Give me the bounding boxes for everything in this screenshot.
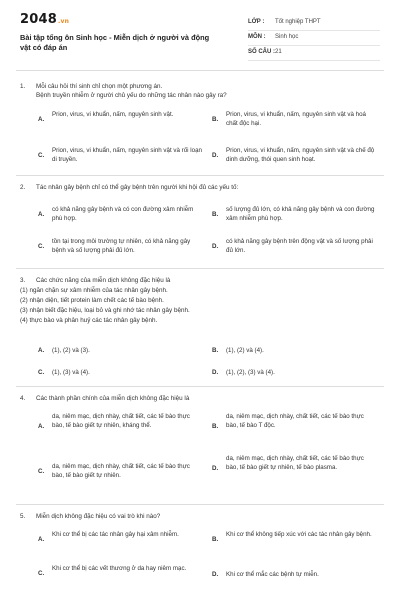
option-text: Khi cơ thể không tiếp xúc với các tác nhân gây bệnh. xyxy=(226,531,372,538)
meta-class-value: Tốt nghiệp THPT xyxy=(275,19,321,25)
logo-suffix: .vn xyxy=(57,18,70,25)
option-text: số lượng đủ lớn, có khả năng gây bệnh và con đường xâm nhiễm phù hợp. xyxy=(226,206,375,222)
option-text: Prion, virus, vi khuẩn, nấm, nguyên sinh vật và hoá chất độc hại. xyxy=(226,111,366,127)
site-logo[interactable] xyxy=(20,12,69,27)
divider xyxy=(16,268,384,269)
question-text xyxy=(20,276,376,325)
option-text: Khi cơ thể mắc các bệnh tự miễn. xyxy=(226,571,319,578)
statement-4: (4) thực bào và phân huỷ các tác nhân gây bệnh. xyxy=(20,317,158,324)
option-letter: C. xyxy=(38,152,45,159)
option-text: Prion, virus, vi khuẩn, nấm, nguyên sinh vật và chế độ dinh dưỡng, thói quen sinh hoạt. xyxy=(226,147,375,163)
meta-subject-value: Sinh học xyxy=(275,34,299,40)
option-letter: D. xyxy=(212,571,219,578)
question-text: Các thành phần chính của miễn dịch không đặc hiệu là xyxy=(36,395,190,402)
option-letter: A. xyxy=(38,116,45,123)
option-letter: B. xyxy=(212,347,219,354)
option-text: (1), (2), (3) và (4). xyxy=(226,369,275,376)
option-text: Prion, virus, vi khuẩn, nấm, nguyên sinh vật và rối loạn di truyền. xyxy=(52,147,202,163)
option-letter: D. xyxy=(212,243,219,250)
option-text: có khả năng gây bệnh trên động vật và số lượng phải đủ lớn. xyxy=(226,238,373,254)
divider xyxy=(16,175,384,176)
option-letter: D. xyxy=(212,369,219,376)
option-letter: C. xyxy=(38,570,45,577)
question-number: 1. xyxy=(20,83,26,90)
question-number: 2. xyxy=(20,184,26,191)
question-number: 5. xyxy=(20,513,26,520)
option-text: Khi cơ thể bị các tác nhân gây hại xâm nhiễm. xyxy=(52,531,179,538)
meta-subject-label: MÔN : xyxy=(248,34,266,40)
option-letter: C. xyxy=(38,243,45,250)
option-letter: A. xyxy=(38,536,45,543)
divider xyxy=(16,386,384,387)
option-text: da, niêm mạc, dịch nhày, chất tiết, các tế bào thực bào, tế bào giết tự nhiên, kháng thể. xyxy=(52,413,190,429)
meta-count-row xyxy=(248,46,380,61)
option-letter: B. xyxy=(212,536,219,543)
question-text xyxy=(36,82,376,100)
option-text: Khi cơ thể bị các vết thương ở da hay niêm mạc. xyxy=(52,565,187,572)
option-text: có khả năng gây bệnh và có con đường xâm nhiễm phù hợp. xyxy=(52,206,194,222)
option-letter: C. xyxy=(38,468,45,475)
option-text: Prion, virus, vi khuẩn, nấm, nguyên sinh vật. xyxy=(52,111,174,118)
option-letter: B. xyxy=(212,211,219,218)
document-meta xyxy=(248,16,380,61)
question-line: Mỗi câu hỏi thí sinh chỉ chọn một phương án. xyxy=(36,83,163,90)
document-title: Bài tập tổng ôn Sinh học - Miễn dịch ở người và động vật có đáp án xyxy=(20,33,210,52)
question-2 xyxy=(20,183,380,273)
question-3 xyxy=(20,276,380,386)
meta-subject-row xyxy=(248,31,380,46)
option-letter: A. xyxy=(38,211,45,218)
logo-text: 2048 xyxy=(20,12,57,27)
option-letter: C. xyxy=(38,369,45,376)
option-letter: D. xyxy=(212,152,219,159)
option-text: (1), (2) và (3). xyxy=(52,347,90,354)
option-letter: A. xyxy=(38,423,45,430)
option-text: da, niêm mạc, dịch nhày, chất tiết, các tế bào thực bào, tế bào giết tự nhiên. xyxy=(52,463,190,479)
option-letter: B. xyxy=(212,116,219,123)
question-number: 3. xyxy=(20,277,26,284)
statement-1: (1) ngăn chặn sự xâm nhiễm của tác nhân gây bệnh. xyxy=(20,287,168,294)
option-text: da, niêm mạc, dịch nhày, chất tiết, các tế bào thực bào, tế bào giết tự nhiên, tế bào plasma. xyxy=(226,455,364,471)
question-text: Miễn dịch không đặc hiệu có vai trò khi nào? xyxy=(36,513,161,520)
statement-2: (2) nhận diện, tiết protein làm chết các tế bào bệnh. xyxy=(20,297,164,304)
question-4 xyxy=(20,394,380,504)
question-line: Các chức năng của miễn dịch không đặc hiệu là xyxy=(36,277,171,284)
option-letter: D. xyxy=(212,465,219,472)
divider xyxy=(16,504,384,505)
option-text: tồn tại trong môi trường tự nhiên, có khả năng gây bệnh và số lượng phải đủ lớn. xyxy=(52,238,191,254)
meta-count-label: SỐ CÂU : xyxy=(248,49,275,55)
option-text: da, niêm mạc, dịch nhày, chất tiết, các tế bào thực bào, tế bào T độc. xyxy=(226,413,364,429)
option-text: (1), (3) và (4). xyxy=(52,369,90,376)
option-letter: B. xyxy=(212,423,219,430)
divider xyxy=(16,70,384,71)
document-header xyxy=(20,12,380,60)
question-5 xyxy=(20,512,380,598)
meta-class-row xyxy=(248,16,380,31)
meta-class-label: LỚP : xyxy=(248,19,265,25)
option-text: (1), (2) và (4). xyxy=(226,347,264,354)
meta-count-value: 21 xyxy=(275,49,282,55)
statement-3: (3) nhận biết đặc hiệu, loại bỏ và ghi nhớ tác nhân gây bệnh. xyxy=(20,307,190,314)
question-1 xyxy=(20,82,380,174)
question-line: Bệnh truyền nhiễm ở người chủ yếu do những tác nhân nào gây ra? xyxy=(36,92,227,99)
question-number: 4. xyxy=(20,395,26,402)
question-text: Tác nhân gây bệnh chỉ có thể gây bệnh trên người khi hội đủ các yếu tố: xyxy=(36,184,239,191)
option-letter: A. xyxy=(38,347,45,354)
